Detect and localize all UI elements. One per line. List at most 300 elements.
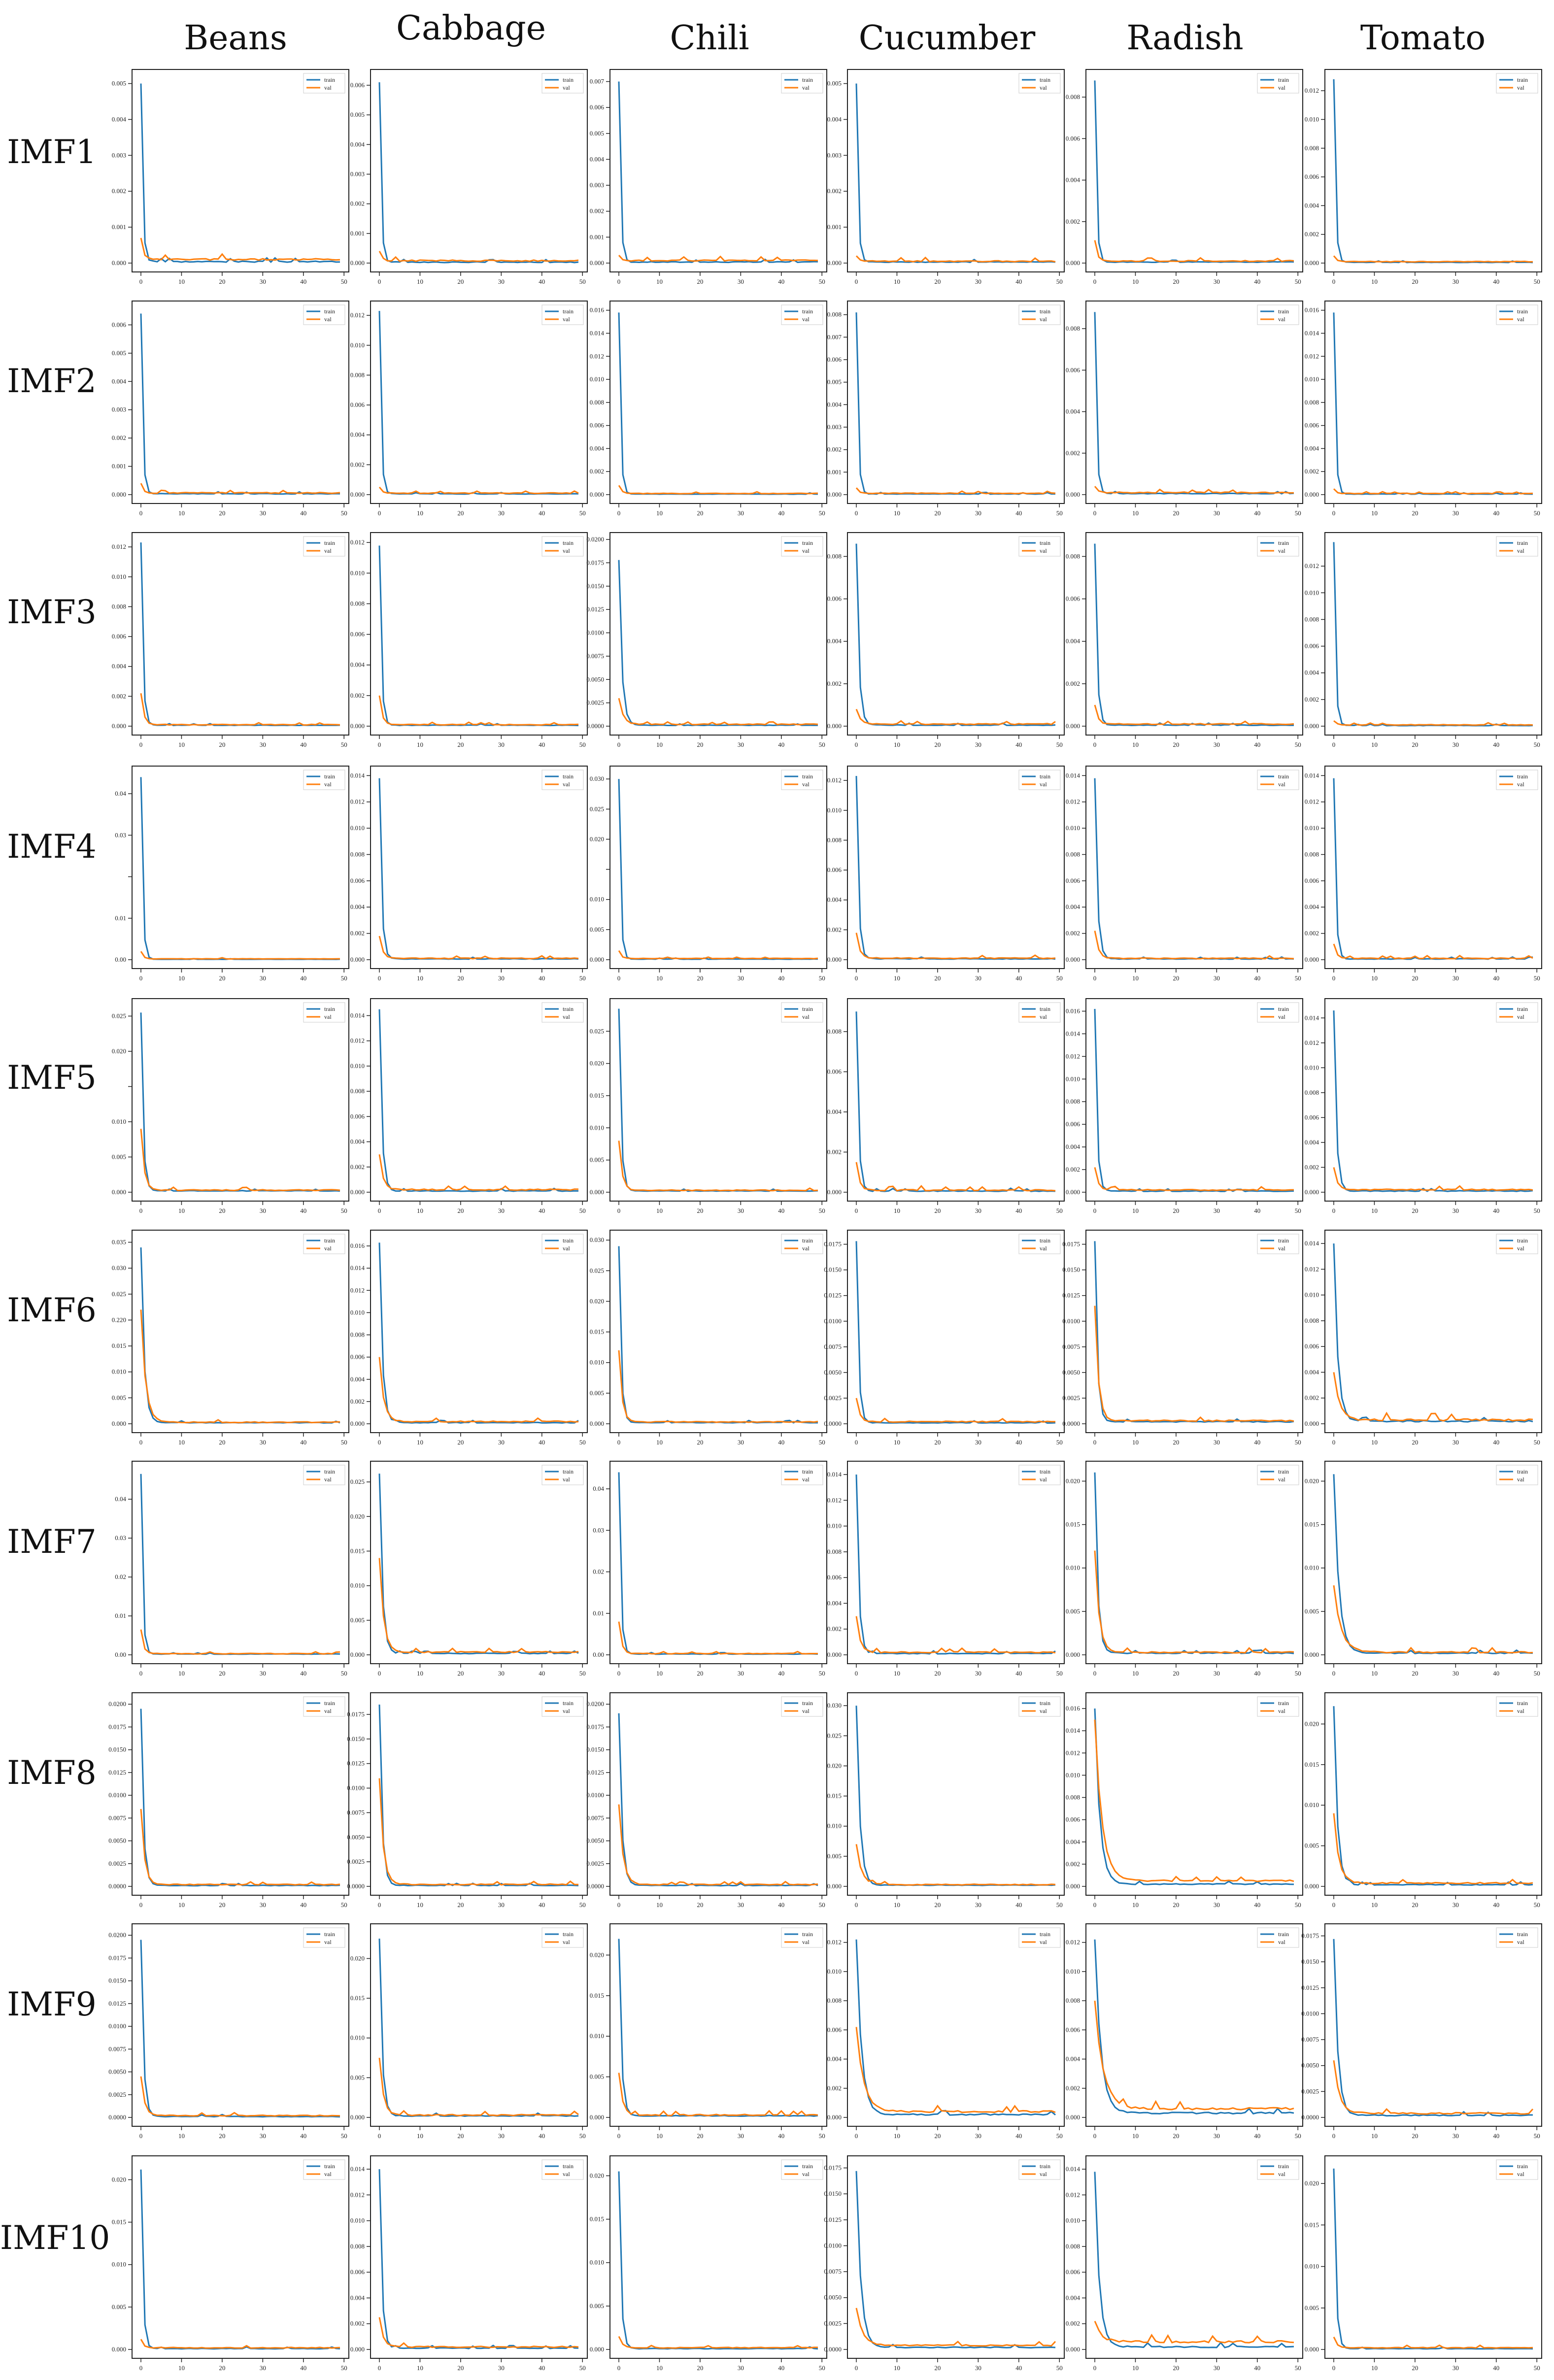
legend-label-val: val [1040, 1708, 1047, 1714]
x-tick-label: 20 [219, 1439, 226, 1446]
y-tick-label: 0.006 [350, 81, 365, 89]
x-tick-label: 10 [1132, 1207, 1139, 1214]
x-tick-label: 0 [377, 1439, 381, 1446]
legend [304, 2160, 345, 2179]
legend-label-train: train [1517, 1006, 1528, 1012]
y-tick-label: 0.0075 [347, 1809, 365, 1816]
legend [304, 1928, 345, 1947]
val-loss-line [1095, 1168, 1294, 1191]
y-tick-label: 0.016 [589, 306, 604, 314]
y-tick-label: 0.008 [589, 398, 604, 406]
y-tick-label: 0.020 [589, 1951, 604, 1959]
val-loss-line [856, 1616, 1055, 1653]
x-tick-label: 50 [1533, 974, 1540, 982]
y-tick-label: 0.005 [350, 1616, 365, 1624]
x-tick-label: 20 [934, 2132, 941, 2140]
y-tick-label: 0.014 [827, 1471, 842, 1478]
legend-label-train: train [1040, 773, 1050, 780]
legend-label-train: train [1278, 76, 1289, 83]
x-tick-label: 10 [656, 1670, 663, 1677]
x-tick-label: 30 [975, 1901, 981, 1909]
x-tick-label: 20 [219, 278, 226, 285]
y-tick-label: 0.0175 [347, 1710, 365, 1718]
y-tick-label: 0.0175 [824, 2164, 842, 2172]
val-loss-line [141, 1809, 340, 1885]
legend [781, 1697, 823, 1716]
y-tick-label: 0.0000 [108, 2113, 126, 2121]
plot-frame [1325, 999, 1542, 1201]
legend [542, 1465, 583, 1485]
row-title-imf5: IMF5 [7, 1059, 97, 1097]
x-tick-label: 0 [377, 1670, 381, 1677]
y-tick-label: 0.004 [1065, 1838, 1080, 1845]
y-tick-label: 0.0025 [108, 1859, 126, 1867]
x-tick-label: 30 [975, 974, 981, 982]
x-tick-label: 20 [697, 509, 704, 517]
x-tick-label: 0 [854, 278, 858, 285]
x-tick-label: 20 [1412, 1207, 1419, 1214]
subplot-imf7-tomato [1305, 1461, 1542, 1677]
y-tick-label: 0.010 [1304, 824, 1319, 832]
legend-label-train: train [563, 1468, 574, 1475]
x-tick-label: 0 [139, 1670, 143, 1677]
legend [542, 1697, 583, 1716]
y-tick-label: 0.010 [1304, 1801, 1319, 1809]
y-tick-label: 0.004 [1304, 201, 1319, 209]
subplot-imf6-tomato [1305, 1230, 1542, 1446]
column-title-tomato: Tomato [1360, 19, 1486, 58]
x-tick-label: 40 [1015, 741, 1022, 748]
val-loss-line [856, 1844, 1055, 1885]
y-tick-label: 0.015 [1065, 1520, 1080, 1528]
y-tick-label: 0.014 [1065, 1727, 1080, 1735]
y-tick-label: 0.010 [827, 806, 842, 814]
legend [1496, 1234, 1538, 1254]
val-loss-line [619, 1350, 818, 1422]
x-tick-label: 40 [300, 1670, 307, 1677]
y-tick-label: 0.010 [111, 572, 126, 580]
x-tick-label: 30 [1213, 741, 1220, 748]
x-tick-label: 40 [1493, 2132, 1500, 2140]
x-tick-label: 40 [1015, 1670, 1022, 1677]
y-tick-label: 0.010 [1304, 1564, 1319, 1572]
y-tick-label: 0.025 [350, 1478, 365, 1486]
x-tick-label: 10 [1371, 974, 1378, 982]
legend-label-val: val [563, 316, 570, 323]
x-tick-label: 0 [377, 1207, 381, 1214]
y-tick-label: 0.000 [589, 1420, 604, 1427]
y-tick-label: 0.020 [1304, 1477, 1319, 1485]
y-tick-label: 0.010 [1304, 589, 1319, 597]
y-tick-label: 0.006 [111, 633, 126, 640]
y-tick-label: 0.014 [350, 771, 365, 779]
x-tick-label: 50 [340, 741, 347, 748]
x-tick-label: 20 [457, 2132, 464, 2140]
x-tick-label: 20 [219, 2364, 226, 2372]
y-tick-label: 0.006 [1065, 595, 1080, 603]
x-tick-label: 30 [975, 2132, 981, 2140]
y-tick-label: 0.005 [350, 2074, 365, 2081]
plot-frame [847, 301, 1064, 503]
x-tick-label: 30 [498, 974, 505, 982]
y-tick-label: 0.003 [827, 423, 842, 431]
x-tick-label: 0 [377, 278, 381, 285]
legend [542, 536, 583, 556]
plot-frame [847, 1461, 1064, 1664]
legend-label-val: val [1040, 1939, 1047, 1945]
legend [1019, 1928, 1060, 1947]
plot-frame [1325, 533, 1542, 735]
val-loss-line [379, 1778, 578, 1885]
y-tick-label: 0.016 [1065, 1007, 1080, 1015]
y-tick-label: 0.015 [111, 2218, 126, 2226]
x-tick-label: 0 [854, 741, 858, 748]
y-tick-label: 0.030 [827, 1702, 842, 1710]
subplot-imf5-beans [112, 999, 349, 1214]
legend [781, 1928, 823, 1947]
legend-label-train: train [802, 773, 813, 780]
val-loss-line [619, 1140, 818, 1190]
legend-label-train: train [1278, 1006, 1289, 1012]
y-tick-label: 0.0050 [347, 1833, 365, 1841]
train-loss-line [379, 311, 578, 494]
y-tick-label: 0.0050 [586, 675, 604, 683]
train-loss-line [1095, 1709, 1294, 1884]
subplot-imf5-cabbage [350, 999, 587, 1214]
val-loss-line [856, 709, 1055, 725]
y-tick-label: 0.002 [350, 2319, 365, 2327]
x-tick-label: 40 [539, 1670, 545, 1677]
plot-frame [371, 766, 587, 969]
x-tick-label: 20 [1173, 2364, 1180, 2372]
y-tick-label: 0.010 [111, 2260, 126, 2268]
x-tick-label: 0 [617, 1439, 621, 1446]
x-tick-label: 30 [259, 1207, 266, 1214]
x-tick-label: 0 [617, 974, 621, 982]
y-tick-label: 0.010 [589, 2258, 604, 2266]
train-loss-line [856, 312, 1055, 494]
legend-label-val: val [1278, 84, 1285, 91]
train-loss-line [1334, 1939, 1533, 2116]
y-tick-label: 0.010 [589, 1358, 604, 1366]
x-tick-label: 50 [579, 1901, 586, 1909]
x-tick-label: 20 [697, 278, 704, 285]
val-loss-line [1334, 1372, 1533, 1421]
legend-label-train: train [1517, 308, 1528, 315]
y-tick-label: 0.002 [827, 187, 842, 195]
legend [1257, 2160, 1299, 2179]
y-tick-label: 0.002 [589, 207, 604, 215]
y-tick-label: 0.006 [350, 2268, 365, 2276]
val-loss-line [856, 2308, 1055, 2346]
x-tick-label: 10 [178, 509, 185, 517]
y-tick-label: 0.010 [1304, 1064, 1319, 1072]
legend-label-train: train [1517, 539, 1528, 546]
y-tick-label: 0.010 [350, 1062, 365, 1070]
y-tick-label: 0.0000 [586, 722, 604, 730]
y-tick-label: 0.015 [589, 2215, 604, 2223]
x-tick-label: 30 [975, 278, 981, 285]
x-tick-label: 10 [1132, 741, 1139, 748]
y-tick-label: 0.002 [111, 187, 126, 195]
x-tick-label: 50 [340, 509, 347, 517]
y-tick-label: 0.008 [827, 310, 842, 318]
plot-frame [610, 999, 827, 1201]
legend-label-train: train [1278, 1468, 1289, 1475]
subplot-imf2-cabbage [350, 301, 587, 517]
x-tick-label: 0 [1332, 974, 1336, 982]
y-tick-label: 0.000 [589, 1188, 604, 1196]
y-tick-label: 0.010 [1065, 2216, 1080, 2224]
plot-frame [132, 766, 349, 969]
x-tick-label: 50 [1533, 1207, 1540, 1214]
x-tick-label: 20 [457, 974, 464, 982]
val-loss-line [1334, 489, 1533, 494]
y-tick-label: 0.0200 [586, 1700, 604, 1708]
x-tick-label: 30 [498, 509, 505, 517]
subplot-imf2-beans [112, 301, 349, 517]
x-tick-label: 10 [416, 509, 423, 517]
y-tick-label: 0.008 [350, 850, 365, 858]
subplot-imf1-tomato [1305, 69, 1542, 285]
y-tick-label: 0.010 [350, 2216, 365, 2224]
subplot-imf10-beans [112, 2156, 349, 2372]
x-tick-label: 40 [1493, 509, 1500, 517]
y-tick-label: 0.000 [1304, 1188, 1319, 1196]
x-tick-label: 30 [737, 974, 744, 982]
val-loss-line [619, 2073, 818, 2115]
plot-frame [847, 2156, 1064, 2358]
legend [304, 1465, 345, 1485]
x-tick-label: 40 [778, 2132, 785, 2140]
x-tick-label: 50 [1294, 1901, 1301, 1909]
plot-frame [1325, 1693, 1542, 1895]
x-tick-label: 50 [340, 1439, 347, 1446]
y-tick-label: 0.012 [350, 311, 365, 319]
x-tick-label: 40 [300, 1439, 307, 1446]
x-tick-label: 40 [1254, 1670, 1261, 1677]
y-tick-label: 0.005 [827, 378, 842, 386]
val-loss-line [619, 485, 818, 494]
x-tick-label: 50 [1056, 2132, 1063, 2140]
x-tick-label: 10 [416, 2364, 423, 2372]
y-tick-label: 0.0025 [586, 1859, 604, 1867]
x-tick-label: 0 [854, 509, 858, 517]
y-tick-label: 0.010 [1065, 824, 1080, 832]
x-tick-label: 50 [1294, 2132, 1301, 2140]
x-tick-label: 40 [300, 2132, 307, 2140]
subplot-imf6-chili [590, 1230, 827, 1446]
legend [1496, 1003, 1538, 1022]
subplot-imf9-tomato [1301, 1924, 1542, 2140]
train-loss-line [379, 2169, 578, 2348]
plot-frame [1325, 69, 1542, 272]
legend [1257, 73, 1299, 93]
legend-label-val: val [1517, 1708, 1524, 1714]
x-tick-label: 50 [1294, 1439, 1301, 1446]
x-tick-label: 0 [377, 2132, 381, 2140]
x-tick-label: 20 [1173, 1670, 1180, 1677]
x-tick-label: 30 [1452, 1207, 1459, 1214]
train-loss-line [1334, 1706, 1533, 1885]
legend [1019, 1234, 1060, 1254]
legend [1496, 1697, 1538, 1716]
y-tick-label: 0.025 [111, 1290, 126, 1298]
plot-frame [1086, 69, 1303, 272]
y-tick-label: 0.0075 [824, 2268, 842, 2276]
y-tick-label: 0.0000 [824, 2346, 842, 2353]
x-tick-label: 30 [737, 1670, 744, 1677]
y-tick-label: 0.004 [111, 377, 126, 385]
legend-label-val: val [802, 2171, 810, 2178]
y-tick-label: 0.002 [111, 434, 126, 442]
y-tick-label: 0.0075 [108, 1814, 126, 1822]
y-tick-label: 0.000 [827, 2113, 842, 2121]
legend-label-val: val [802, 316, 810, 323]
train-loss-line [856, 2171, 1055, 2348]
y-tick-label: 0.010 [111, 1117, 126, 1125]
y-tick-label: 0.0000 [1062, 1420, 1080, 1427]
legend [1496, 73, 1538, 93]
y-tick-label: 0.002 [1065, 2319, 1080, 2327]
x-tick-label: 50 [818, 741, 825, 748]
legend-label-val: val [1278, 1013, 1285, 1020]
x-tick-label: 30 [498, 2132, 505, 2140]
x-tick-label: 50 [1294, 1207, 1301, 1214]
y-tick-label: 0.020 [350, 1954, 365, 1962]
y-tick-label: 0.004 [827, 896, 842, 904]
y-tick-label: 0.005 [111, 349, 126, 357]
y-tick-label: 0.0000 [586, 1882, 604, 1890]
y-tick-label: 0.006 [827, 2026, 842, 2034]
x-tick-label: 50 [1056, 1439, 1063, 1446]
y-tick-label: 0.010 [1304, 1291, 1319, 1299]
val-loss-line [141, 1309, 340, 1422]
subplot-imf8-radish [1066, 1693, 1303, 1909]
val-loss-line [1334, 2060, 1533, 2114]
y-tick-label: 0.004 [111, 662, 126, 670]
x-tick-label: 40 [1493, 278, 1500, 285]
y-tick-label: 0.001 [111, 462, 126, 470]
x-tick-label: 20 [1412, 974, 1419, 982]
legend-label-train: train [563, 1006, 574, 1012]
y-tick-label: 0.0100 [347, 1784, 365, 1792]
x-tick-label: 50 [818, 1901, 825, 1909]
y-tick-label: 0.0175 [1301, 1932, 1319, 1940]
x-tick-label: 50 [340, 1901, 347, 1909]
y-tick-label: 0.010 [1065, 1564, 1080, 1572]
y-tick-label: 0.006 [589, 421, 604, 429]
y-tick-label: 0.020 [1304, 2179, 1319, 2187]
legend-label-train: train [563, 76, 574, 83]
y-tick-label: 0.008 [1304, 144, 1319, 152]
subplot-imf5-chili [590, 999, 827, 1214]
plot-frame [610, 69, 827, 272]
legend-label-train: train [1040, 1468, 1050, 1475]
x-tick-label: 10 [178, 1670, 185, 1677]
y-tick-label: 0.008 [1304, 615, 1319, 623]
x-tick-label: 40 [300, 1207, 307, 1214]
x-tick-label: 10 [893, 278, 900, 285]
train-loss-line [856, 776, 1055, 959]
subplot-imf9-chili [590, 1924, 827, 2140]
y-tick-label: 0.003 [111, 151, 126, 159]
x-tick-label: 50 [579, 974, 586, 982]
y-tick-label: 0.000 [1304, 722, 1319, 730]
legend-label-val: val [1278, 2171, 1285, 2178]
x-tick-label: 20 [219, 2132, 226, 2140]
y-tick-label: 0.005 [1304, 1842, 1319, 1849]
y-tick-label: 0.008 [1065, 2242, 1080, 2250]
y-tick-label: 0.0000 [824, 1420, 842, 1427]
y-tick-label: 0.04 [115, 1495, 126, 1503]
legend-label-train: train [563, 1700, 574, 1707]
legend-label-val: val [1278, 1708, 1285, 1714]
x-tick-label: 40 [1015, 1439, 1022, 1446]
x-tick-label: 30 [737, 1439, 744, 1446]
plot-frame [610, 1693, 827, 1895]
y-tick-label: 0.005 [1304, 1607, 1319, 1615]
train-loss-line [1334, 79, 1533, 263]
y-tick-label: 0.0025 [1301, 2087, 1319, 2095]
train-loss-line [141, 1247, 340, 1423]
x-tick-label: 50 [1056, 974, 1063, 982]
val-loss-line [619, 2337, 818, 2348]
x-tick-label: 10 [1132, 278, 1139, 285]
legend-label-val: val [563, 781, 570, 788]
y-tick-label: 0.014 [1304, 771, 1319, 779]
x-tick-label: 50 [1056, 1901, 1063, 1909]
val-loss-line [1095, 240, 1294, 262]
y-tick-label: 0.0100 [824, 1317, 842, 1325]
y-tick-label: 0.006 [827, 866, 842, 874]
legend-label-val: val [563, 1013, 570, 1020]
x-tick-label: 0 [377, 2364, 381, 2372]
x-tick-label: 0 [1093, 1901, 1097, 1909]
x-tick-label: 10 [1132, 1901, 1139, 1909]
legend-label-train: train [1040, 2163, 1050, 2170]
y-tick-label: 0.006 [827, 1574, 842, 1581]
x-tick-label: 20 [934, 509, 941, 517]
y-tick-label: 0.000 [350, 956, 365, 963]
x-tick-label: 40 [778, 741, 785, 748]
x-tick-label: 50 [1533, 2132, 1540, 2140]
x-tick-label: 10 [1371, 1439, 1378, 1446]
x-tick-label: 20 [697, 2132, 704, 2140]
y-tick-label: 0.0100 [824, 2242, 842, 2249]
x-tick-label: 50 [579, 2132, 586, 2140]
y-tick-label: 0.004 [350, 140, 365, 148]
x-tick-label: 20 [934, 1670, 941, 1677]
x-tick-label: 0 [1332, 1207, 1336, 1214]
y-tick-label: 0.002 [1065, 2084, 1080, 2092]
legend [542, 770, 583, 790]
legend [1496, 536, 1538, 556]
y-tick-label: 0.0150 [1301, 1958, 1319, 1966]
y-tick-label: 0.006 [350, 1353, 365, 1361]
subplot-imf7-chili [593, 1461, 827, 1677]
legend [304, 1234, 345, 1254]
x-tick-label: 0 [617, 509, 621, 517]
y-tick-label: 0.0100 [1062, 1317, 1080, 1325]
val-loss-line [1095, 2321, 1294, 2343]
y-tick-label: 0.000 [827, 956, 842, 963]
y-tick-label: 0.0075 [108, 2045, 126, 2053]
legend [781, 1465, 823, 1485]
y-tick-label: 0.000 [1065, 956, 1080, 963]
y-tick-label: 0.002 [827, 1625, 842, 1633]
y-tick-label: 0.000 [111, 2346, 126, 2353]
